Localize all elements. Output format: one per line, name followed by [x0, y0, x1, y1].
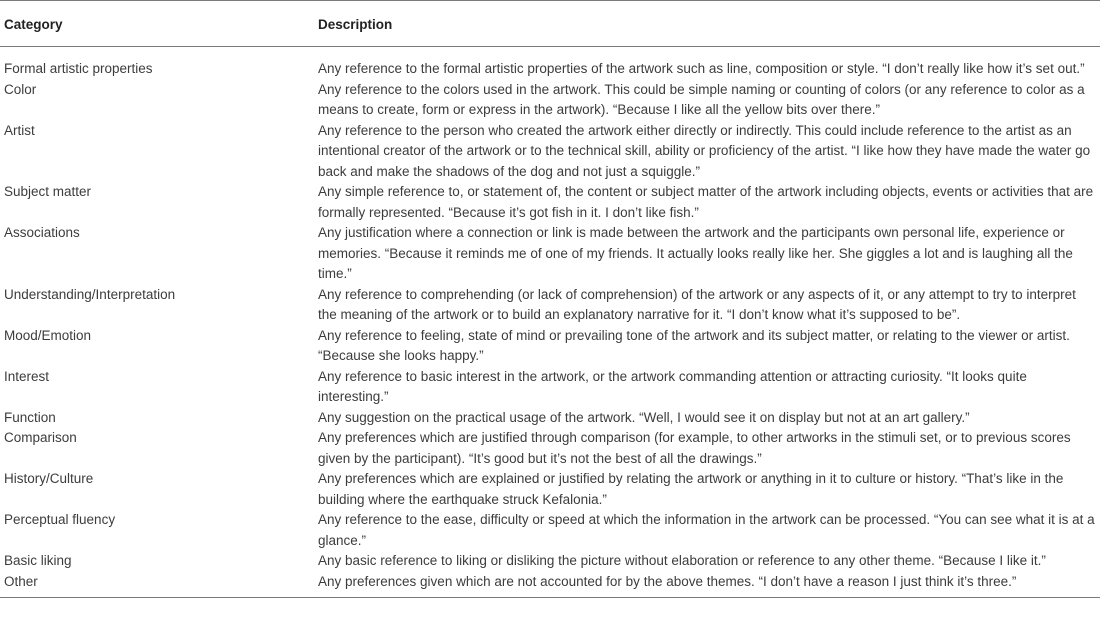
description-cell: Any basic reference to liking or disliking the picture without elaboration or reference to any other theme. “Because I like it.” — [318, 553, 1046, 568]
category-cell: Other — [4, 573, 38, 589]
category-cell: Subject matter — [4, 184, 92, 199]
description-cell: Any reference to the formal artistic properties of the artwork such as line, composition or style. “I don’t really like how it’s set out.” — [318, 61, 1085, 76]
table-row — [0, 182, 1100, 223]
category-cell: Associations — [4, 225, 80, 240]
table-row — [0, 572, 1100, 598]
description-cell: Any suggestion on the practical usage of the artwork. “Well, I would see it on display but not at an art gallery.” — [318, 409, 970, 425]
table-row — [0, 428, 1100, 469]
table-row — [0, 223, 1100, 285]
table-row — [0, 469, 1100, 510]
table-header — [0, 1, 1100, 47]
category-cell: Function — [4, 409, 56, 425]
header-row — [0, 1, 1100, 47]
description-cell: Any preferences which are explained or justified by relating the artwork or anything in it to culture or history. “That’s like in the building where the earthquake struck Kefalonia.” — [318, 471, 1064, 507]
description-cell: Any reference to the person who created the artwork either directly or indirectly. This could include reference to the artist as an intentional creator of the artwork or to the technical skill, ability or proficiency of the artist. “I like how they have made the water go back and make the shadows of the dog and not just a squiggle.” — [318, 122, 1091, 179]
table-row — [0, 367, 1100, 408]
description-cell: Any reference to basic interest in the artwork, or the artwork commanding attention or attracting curiosity. “It looks quite interesting.” — [318, 368, 1027, 404]
table-row — [0, 408, 1100, 429]
category-cell: Mood/Emotion — [4, 327, 92, 343]
table-row — [0, 80, 1100, 121]
description-cell: Any reference to the ease, difficulty or speed at which the information in the artwork can be processed. “You can see what it is at a glance.” — [318, 512, 1095, 548]
category-cell: Artist — [4, 122, 35, 138]
category-cell: Comparison — [4, 430, 77, 445]
table-body — [0, 47, 1100, 598]
description-cell: Any reference to comprehending (or lack of comprehension) of the artwork or any aspects of it, or any attempt to try to interpret the meaning of the artwork or to build an explanatory narrative for it. “I don’t know what it’s supposed to be”. — [318, 286, 1076, 322]
table-row — [0, 551, 1100, 572]
table-row — [0, 285, 1100, 326]
description-cell: Any simple reference to, or statement of, the content or subject matter of the artwork including objects, events or activities that are formally represented. “Because it’s got fish in it. I don’t like fish.” — [318, 184, 1094, 220]
table-row — [0, 47, 1100, 80]
category-cell: Formal artistic properties — [4, 61, 153, 76]
table-row — [0, 510, 1100, 551]
description-cell: Any justification where a connection or link is made between the artwork and the participants own personal life, experience or memories. “Because it reminds me of one of my friends. It actually looks really like her. She giggles a lot and is laughing all the time.” — [318, 225, 1073, 281]
category-cell: Perceptual fluency — [4, 512, 116, 527]
category-cell: Basic liking — [4, 553, 72, 568]
category-cell: History/Culture — [4, 471, 94, 486]
table-row — [0, 326, 1100, 367]
description-column-header: Description — [318, 1, 1100, 47]
category-cell: Interest — [4, 368, 50, 384]
category-cell: Color — [4, 81, 37, 97]
category-column-header: Category — [0, 1, 318, 47]
table-row — [0, 121, 1100, 183]
description-cell: Any preferences given which are not accounted for by the above themes. “I don’t have a reason I just think it’s three.” — [318, 573, 1017, 589]
description-cell: Any preferences which are justified through comparison (for example, to other artworks in the stimuli set, or to previous scores given by the participant). “It’s good but it’s not the best of all the drawings.” — [318, 430, 1071, 466]
description-cell: Any reference to the colors used in the artwork. This could be simple naming or counting of colors (or any reference to color as a means to create, form or express in the artwork). “Because I like all the yellow bits over there.” — [318, 81, 1085, 117]
description-cell: Any reference to feeling, state of mind or prevailing tone of the artwork and its subject matter, or relating to the viewer or artist. “Because she looks happy.” — [318, 327, 1070, 363]
table-bottom-rule — [0, 597, 1100, 598]
category-cell: Understanding/Interpretation — [4, 286, 176, 302]
